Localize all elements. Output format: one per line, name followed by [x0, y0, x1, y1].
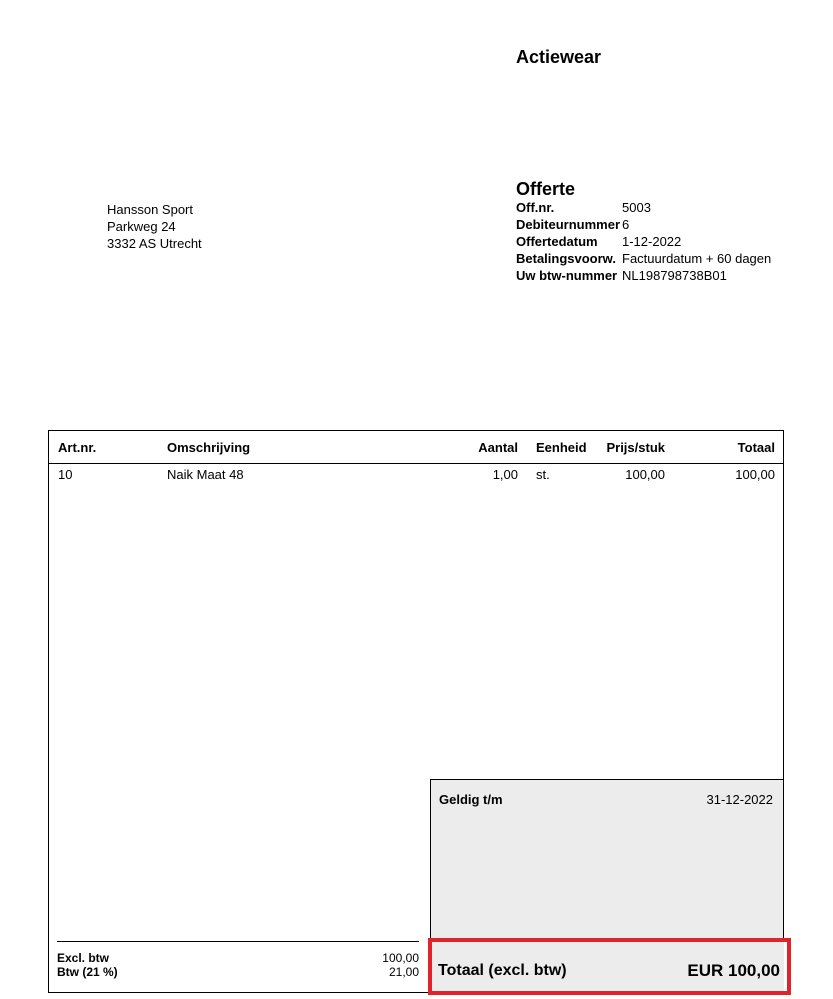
header-unit: Eenheid	[536, 440, 587, 455]
recipient-name: Hansson Sport	[107, 202, 193, 217]
subtotal-label: Btw (21 %)	[57, 965, 118, 979]
table-row	[49, 467, 783, 485]
quote-details	[516, 199, 771, 284]
vat-number-row	[516, 267, 771, 284]
subtotal-label: Excl. btw	[57, 951, 110, 965]
cell-description: Naik Maat 48	[167, 467, 244, 482]
header-quantity: Aantal	[478, 440, 518, 455]
cell-unit-price: 100,00	[625, 467, 665, 482]
total-amount: EUR 100,00	[687, 961, 780, 980]
quote-number-row	[516, 199, 771, 216]
company-name: Actiewear	[516, 47, 602, 67]
document-title: Offerte	[516, 179, 576, 199]
field-value: 5003	[622, 200, 651, 215]
header-artnr: Art.nr.	[58, 440, 97, 455]
field-value: NL198798738B01	[622, 268, 727, 283]
valid-until-date: 31-12-2022	[706, 792, 773, 807]
field-label: Off.nr.	[516, 200, 555, 215]
subtotals	[57, 941, 419, 979]
validity-panel	[430, 779, 784, 941]
subtotal-value: 21,00	[388, 965, 419, 979]
cell-total: 100,00	[735, 467, 775, 482]
field-label: Uw btw-nummer	[516, 268, 618, 283]
cell-artnr: 10	[58, 467, 73, 482]
table-header	[49, 431, 783, 464]
subtotal-excl-vat	[57, 942, 419, 965]
header-description: Omschrijving	[167, 440, 251, 455]
quote-date-row	[516, 233, 771, 250]
header-unit-price: Prijs/stuk	[606, 440, 665, 455]
recipient-street: Parkweg 24	[107, 219, 176, 234]
field-label: Betalingsvoorw.	[516, 251, 616, 266]
field-label: Debiteurnummer	[516, 217, 621, 232]
field-label: Offertedatum	[516, 234, 598, 249]
subtotal-vat	[57, 965, 419, 979]
debtor-number-row	[516, 216, 771, 233]
valid-until-label: Geldig t/m	[439, 792, 503, 807]
recipient-city: 3332 AS Utrecht	[107, 236, 202, 251]
cell-quantity: 1,00	[492, 467, 518, 482]
cell-unit: st.	[536, 467, 550, 482]
total-label: Totaal (excl. btw)	[438, 962, 567, 979]
recipient-address	[107, 201, 202, 252]
payment-terms-row	[516, 250, 771, 267]
header-total: Totaal	[737, 440, 775, 455]
field-value: 6	[622, 217, 630, 232]
subtotal-value: 100,00	[382, 951, 419, 965]
total-panel	[430, 941, 784, 993]
field-value: Factuurdatum + 60 dagen	[622, 251, 772, 266]
field-value: 1-12-2022	[622, 234, 682, 249]
